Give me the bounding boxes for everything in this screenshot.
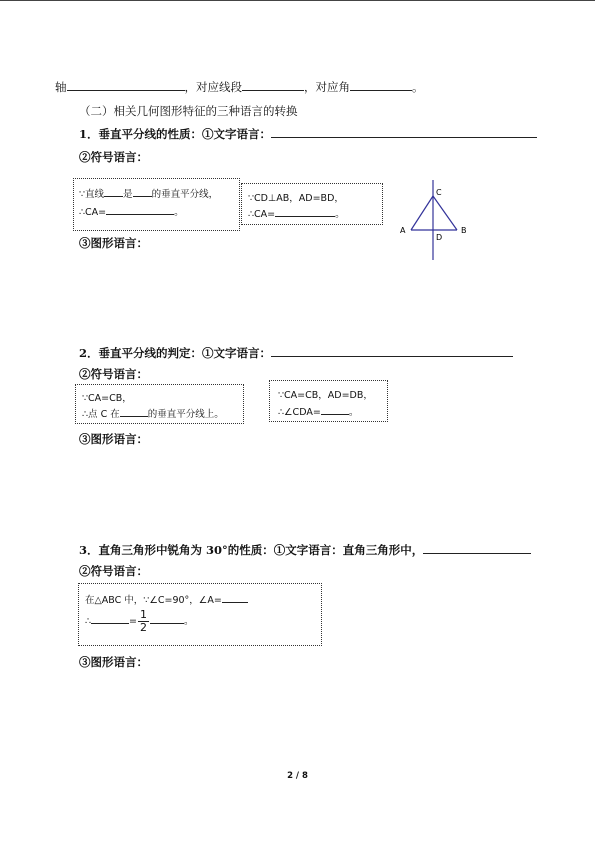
blank [120,407,148,417]
text: 的垂直平分线， [151,189,219,200]
text: ∴CA= [79,207,107,218]
q1-box1-line2 [79,204,184,218]
q3-box-line2 [85,609,194,634]
text-angle: ，对应角 [304,80,350,94]
q3-title-text: 3．直角三角形中锐角为 30°的性质：①文字语言：直角三角形中， [79,543,424,557]
q2-title-text: 2．垂直平分线的判定：①文字语言： [79,346,271,360]
blank [242,80,304,91]
q2-title [79,345,513,361]
blank [271,346,513,357]
blank [104,187,123,197]
q2-box1 [75,384,244,424]
label-d: D [436,233,443,242]
text: 。 [174,207,184,218]
q1-title-text: 1．垂直平分线的性质：①文字语言： [79,127,271,141]
text: 是 [123,189,133,200]
text: 。 [184,616,194,627]
q1-figure-label: ③图形语言： [79,236,148,250]
blank [133,187,152,197]
q2-box1-line2 [82,406,224,420]
q1-box1 [73,178,240,231]
q3-figure-label: ③图形语言： [79,655,148,669]
blank [275,207,335,217]
blank [91,614,129,624]
blank [106,205,174,215]
q2-box1-line1: ∵CA=CB， [82,393,132,404]
text: 在△ABC 中，∵∠C=90°，∠A= [85,595,222,606]
top-border [0,0,595,1]
text-segment: ，对应线段 [184,80,242,94]
section-heading: （二）相关几何图形特征的三种语言的转换 [79,104,298,118]
fraction-one-half [138,609,149,634]
blank [350,80,412,91]
text: 。 [335,209,345,220]
q1-box2-line1: ∵CD⊥AB，AD=BD， [248,193,344,204]
text-period: 。 [412,80,424,94]
text: ∴∠CDA= [278,407,321,418]
q2-box2 [269,380,388,422]
blank [321,405,349,415]
q3-box [78,583,322,646]
page-number: 2 / 8 [287,771,308,781]
text: ∴点 C 在 [82,409,120,420]
blank [423,543,531,554]
blank [67,80,185,91]
q2-box2-line1: ∵CA=CB，AD=DB， [278,390,373,401]
blank [150,614,184,624]
text: 的垂直平分线上。 [147,409,224,420]
q2-box2-line2 [278,404,358,418]
q3-symbol-label: ②符号语言： [79,564,148,578]
q2-symbol-label: ②符号语言： [79,367,148,381]
text: 。 [348,407,359,418]
label-c: C [436,188,442,197]
blank [222,593,248,603]
text: ∵直线 [79,189,105,200]
text: = [129,616,138,627]
q1-box1-line1 [79,186,218,200]
label-b: B [461,226,467,235]
q2-figure-label: ③图形语言： [79,432,148,446]
blank [271,127,537,138]
text: ∴ [85,616,92,627]
segment-ac [411,196,433,230]
q1-title [79,126,537,142]
q1-box2 [241,183,383,225]
denominator: 2 [140,621,148,634]
q1-triangle-diagram [398,178,478,264]
segment-bc [433,196,457,230]
q3-title [79,542,531,558]
numerator: 1 [140,608,148,621]
q1-symbol-label: ②符号语言： [79,150,148,164]
text: ∴CA= [248,209,276,220]
continuation-line [55,79,424,95]
text-axis: 轴 [55,80,67,94]
q3-box-line1 [85,592,248,606]
q1-box2-line2 [248,206,345,220]
label-a: A [400,226,406,235]
